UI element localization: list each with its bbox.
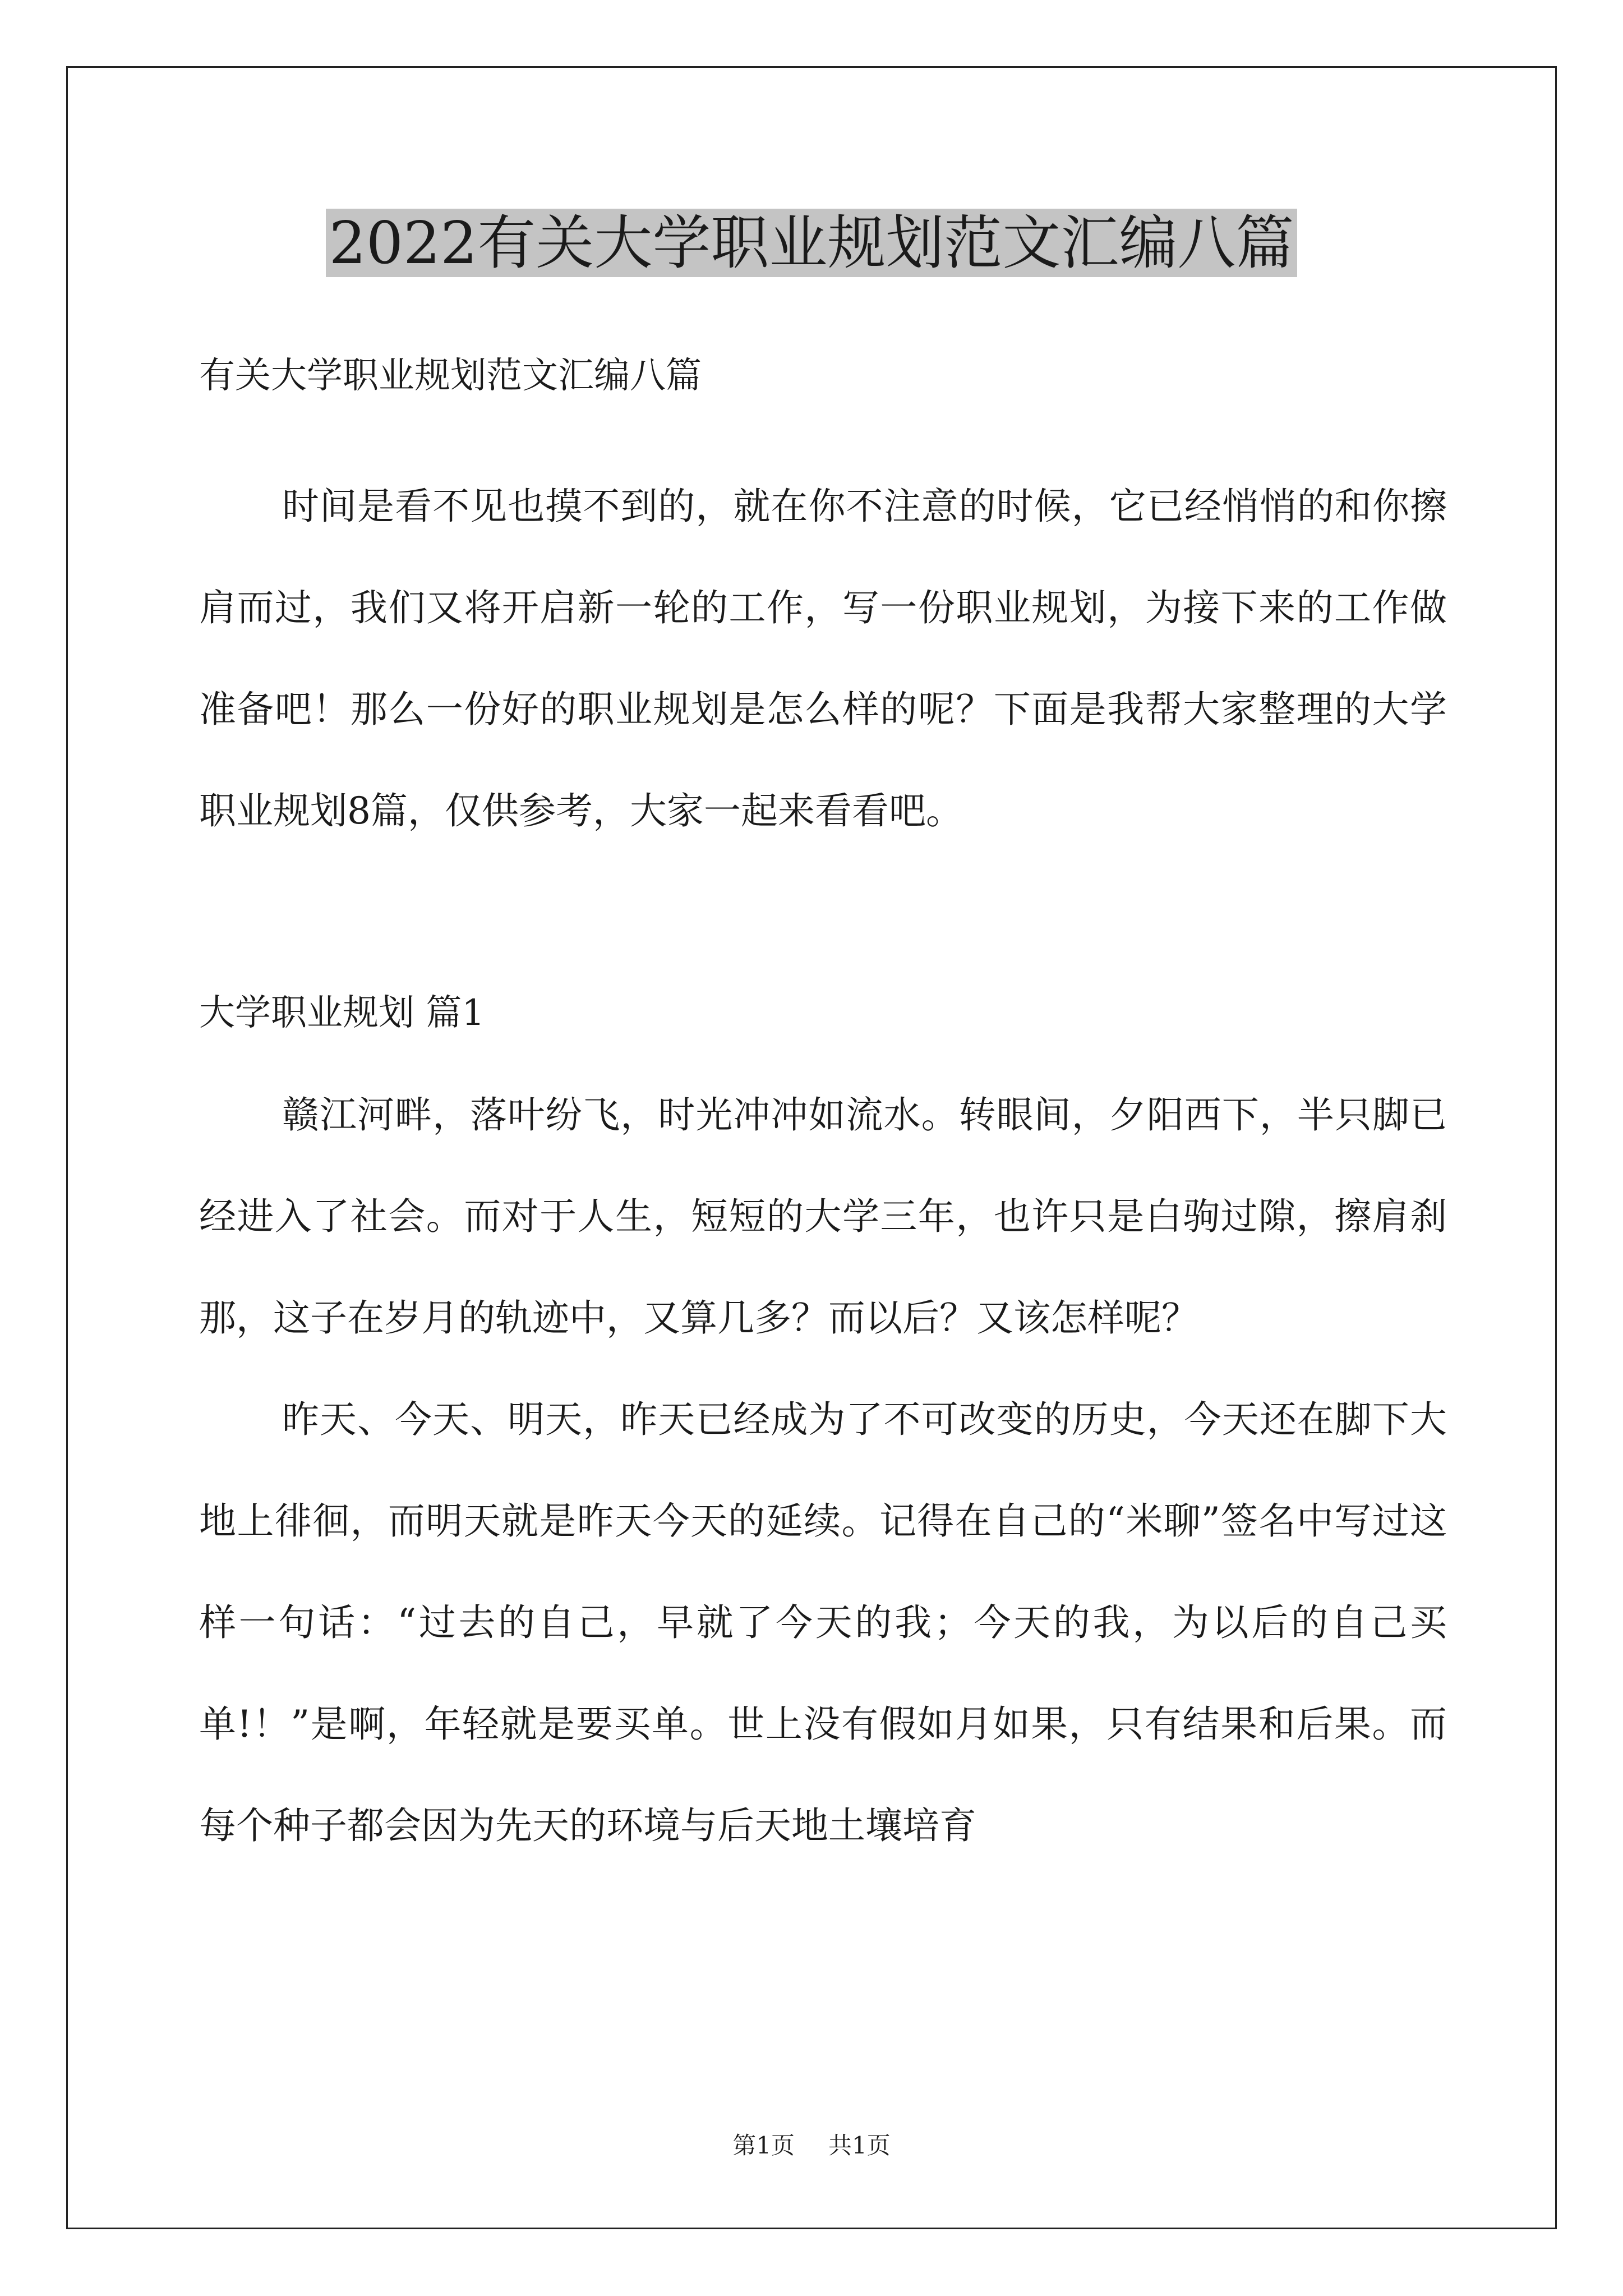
section-paragraph: 赣江河畔，落叶纷飞，时光冲冲如流水。转眼间，夕阳西下，半只脚已经进入了社会。而对于人生，短短的大学三年，也许只是白驹过隙，擦肩刹那，这子在岁月的轨迹中，又算几多？而以后？又该怎样呢？	[199, 1093, 1447, 1340]
page-total: 共1页	[828, 2132, 891, 2159]
page-footer	[0, 2129, 1623, 2162]
page-number: 第1页	[732, 2132, 795, 2159]
document-subtitle: 有关大学职业规划范文汇编八篇	[199, 355, 702, 397]
section-paragraph: 昨天、今天、明天，昨天已经成为了不可改变的历史，今天还在脚下大地上徘徊，而明天就是昨天今天的延续。记得在自己的“米聊”签名中写过这样一句话：“过去的自己，早就了今天的我；今天的我，为以后的自己买单!！”是啊，年轻就是要买单。世上没有假如月如果，只有结果和后果。而每个种子都会因为先天的环境与后天地土壤培育	[199, 1398, 1447, 1847]
document-body	[199, 455, 1447, 1876]
intro-paragraph: 时间是看不见也摸不到的，就在你不注意的时候，它已经悄悄的和你擦肩而过，我们又将开启新一轮的工作，写一份职业规划，为接下来的工作做准备吧！那么一份好的职业规划是怎么样的呢？下面是我帮大家整理的大学职业规划8篇，仅供参考，大家一起来看看吧。	[199, 485, 1447, 832]
section-heading: 大学职业规划 篇1	[199, 992, 485, 1034]
section-spacer	[199, 862, 1447, 963]
document-title-text: 2022有关大学职业规划范文汇编八篇	[326, 209, 1298, 277]
document-title	[0, 206, 1623, 279]
